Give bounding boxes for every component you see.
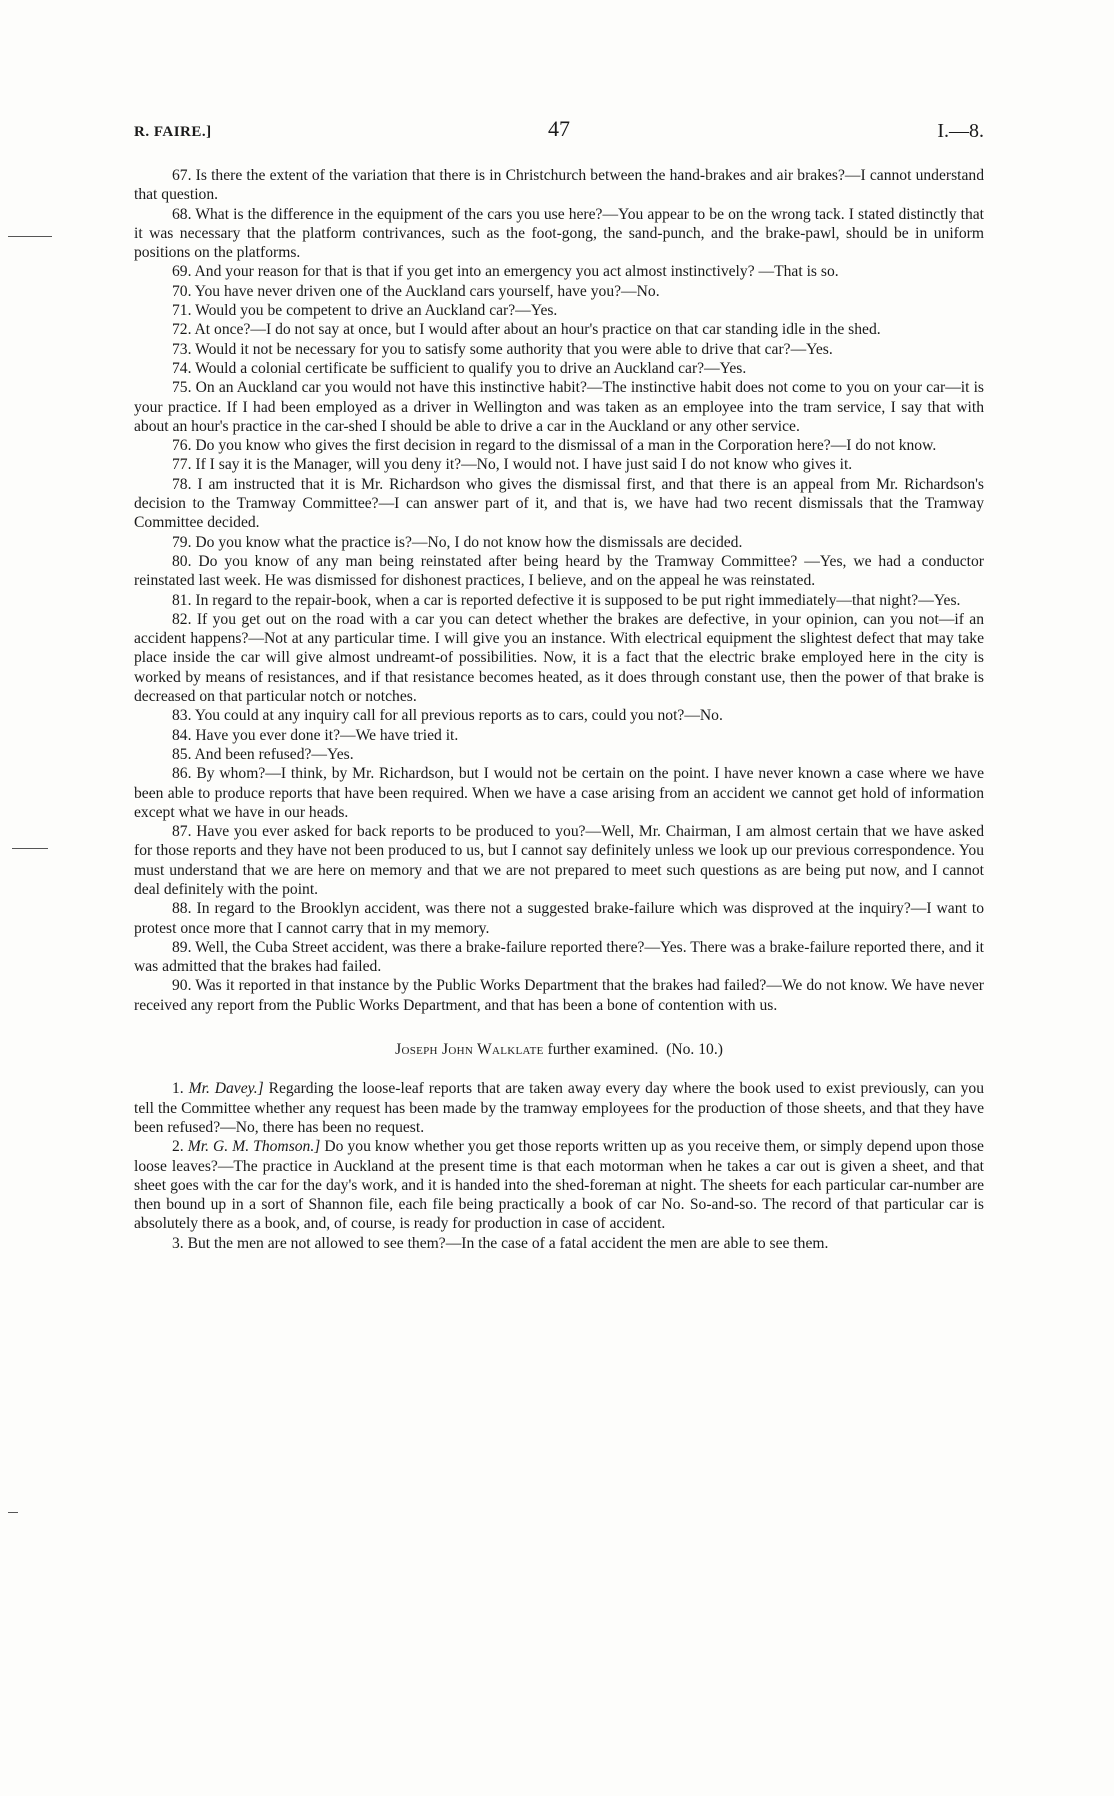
witness-name: R. FAIRE.] bbox=[134, 124, 212, 140]
qa-paragraph: 67. Is there the extent of the variation that there is in Christchurch between the hand-brakes and air brakes?—I cannot understand that question. bbox=[134, 167, 984, 204]
page-number: 47 bbox=[548, 116, 570, 141]
question-text: Regarding the loose-leaf reports that are taken away every day where the book used to exist previously, can you tell the Committee whether any request has been made by the tramway employees for the production of those sheets, and that they have been refused?—No, there has been no request. bbox=[134, 1080, 984, 1136]
heading-suffix: further examined. bbox=[547, 1041, 659, 1059]
question-number: 2. bbox=[172, 1138, 184, 1156]
document-reference: I.—8. bbox=[937, 120, 984, 142]
question-number: 3. bbox=[172, 1234, 184, 1252]
qa-paragraph: 83. You could at any inquiry call for all previous reports as to cars, could you not?—No. bbox=[172, 707, 723, 725]
qa-paragraph bbox=[134, 1079, 984, 1137]
qa-paragraph: 72. At once?—I do not say at once, but I would after about an hour's practice on that car standing idle in the shed. bbox=[172, 321, 881, 339]
witness-heading-name: Joseph John Walklate bbox=[395, 1041, 544, 1059]
qa-paragraph: 75. On an Auckland car you would not have this instinctive habit?—The instinctive habit does not come to you on your car—it is your practice. If I had been employed as a driver in Wellington and was taken as an employee into the tram service, I say that with about an hour's practice in the car-shed I should be able to drive a car in the Auckland or any other service. bbox=[134, 379, 984, 435]
qa-paragraph: 89. Well, the Cuba Street accident, was there a brake-failure reported there?—Yes. There was a brake-failure reported there, and it was admitted that the brakes had failed. bbox=[134, 938, 984, 976]
heading-number: (No. 10.) bbox=[666, 1041, 723, 1059]
margin-mark bbox=[12, 848, 48, 849]
qa-paragraph bbox=[134, 1137, 984, 1233]
question-text: But the men are not allowed to see them?—In the case of a fatal accident the men are able to see them. bbox=[187, 1234, 829, 1252]
qa-paragraph: 87. Have you ever asked for back reports to be produced to you?—Well, Mr. Chairman, I am almost certain that we have asked for those reports and they have not been produced to us, but I cannot say definitely unless we look up our previous correspondence. You must understand that we are here on memory and that we are not prepared to meet such questions as are being put now, and I cannot deal definitely with the point. bbox=[134, 823, 984, 898]
page-header bbox=[134, 116, 984, 150]
qa-paragraph: 86. By whom?—I think, by Mr. Richardson, but I would not be certain on the point. I have never known a case where we have been able to produce reports that have been required. When we have a case arising from an accident we cannot get hold of information except what we have in our heads. bbox=[134, 765, 984, 821]
qa-paragraph: 73. Would it not be necessary for you to satisfy some authority that you were able to drive that car?—Yes. bbox=[172, 340, 833, 358]
qa-paragraph: 78. I am instructed that it is Mr. Richardson who gives the dismissal first, and that there is an appeal from Mr. Richardson's decision to the Tramway Committee?—I can answer part of it, and that is, we have had two recent dismissals that the Tramway Committee decided. bbox=[134, 475, 984, 532]
speaker-name: Mr. G. M. Thomson.] bbox=[187, 1138, 321, 1156]
qa-paragraph: 81. In regard to the repair-book, when a car is reported defective it is supposed to be put right immediately—that night?—Yes. bbox=[172, 591, 961, 609]
qa-paragraph: 71. Would you be competent to drive an Auckland car?—Yes. bbox=[172, 302, 558, 320]
qa-paragraph: 74. Would a colonial certificate be sufficient to qualify you to drive an Auckland car?—Yes. bbox=[172, 359, 747, 377]
qa-paragraph: 79. Do you know what the practice is?—No, I do not know how the dismissals are decided. bbox=[172, 533, 743, 551]
qa-paragraph: 68. What is the difference in the equipment of the cars you use here?—You appear to be on the wrong tack. I stated distinctly that it was necessary that the platform contrivances, such as the foot-gong, the sand-punch, and the brake-pawl, should be in uniform positions on the platforms. bbox=[134, 205, 984, 262]
margin-mark bbox=[8, 1512, 18, 1513]
margin-mark bbox=[8, 236, 52, 237]
qa-paragraph: 90. Was it reported in that instance by the Public Works Department that the brakes had failed?—We do not know. We have never received any report from the Public Works Department, and that has been a bone of contention with us. bbox=[134, 977, 984, 1014]
qa-paragraph bbox=[134, 1234, 984, 1253]
qa-paragraph: 85. And been refused?—Yes. bbox=[172, 745, 354, 763]
section-heading bbox=[134, 1040, 984, 1059]
qa-paragraph: 77. If I say it is the Manager, will you deny it?—No, I would not. I have just said I do not know who gives it. bbox=[172, 456, 853, 474]
question-number: 1. bbox=[172, 1080, 184, 1098]
qa-paragraph: 84. Have you ever done it?—We have tried it. bbox=[172, 726, 459, 744]
qa-paragraph: 76. Do you know who gives the first decision in regard to the dismissal of a man in the Corporation here?—I do not know. bbox=[172, 437, 937, 455]
qa-paragraph: 80. Do you know of any man being reinstated after being heard by the Tramway Committee? —Yes, we had a conductor reinstated last week. He was dismissed for dishonest practices, I believe, and on the appeal he was reinstated. bbox=[134, 552, 984, 590]
document-body bbox=[134, 166, 984, 1253]
qa-paragraph: 82. If you get out on the road with a car you can detect whether the brakes are defective, in your opinion, can you not—if an accident happens?—Not at any particular time. I will give you an instance. With electrical equipment the slightest defect that may take place inside the car will give almost undreamt-of possibilities. Now, it is a fact that the electric brake employed here in the city is worked by means of resistances, and if that resistance becomes heated, as it does through constant use, then the power of that brake is decreased on that particular notch or notches. bbox=[134, 610, 984, 706]
qa-paragraph: 88. In regard to the Brooklyn accident, was there not a suggested brake-failure which was disproved at the inquiry?—I want to protest once more that I cannot carry that in my memory. bbox=[134, 900, 984, 937]
qa-paragraph: 70. You have never driven one of the Auckland cars yourself, have you?—No. bbox=[172, 282, 660, 300]
speaker-name: Mr. Davey.] bbox=[188, 1080, 264, 1098]
qa-paragraph: 69. And your reason for that is that if you get into an emergency you act almost instinctively? —That is so. bbox=[172, 263, 839, 281]
question-text: Do you know whether you get those reports written up as you receive them, or simply depend upon those loose leaves?—The practice in Auckland at the present time is that each motorman when he takes a car out is given a sheet, and that sheet goes with the car for the day's work, and it is handed into the shed-foreman at night. The sheets for each particular car-number are then bound up in a sort of Shannon file, each file being practically a book of car No. So-and-so. The record of that particular car is absolutely there as a book, and, of course, is ready for production in case of accident. bbox=[134, 1138, 984, 1233]
